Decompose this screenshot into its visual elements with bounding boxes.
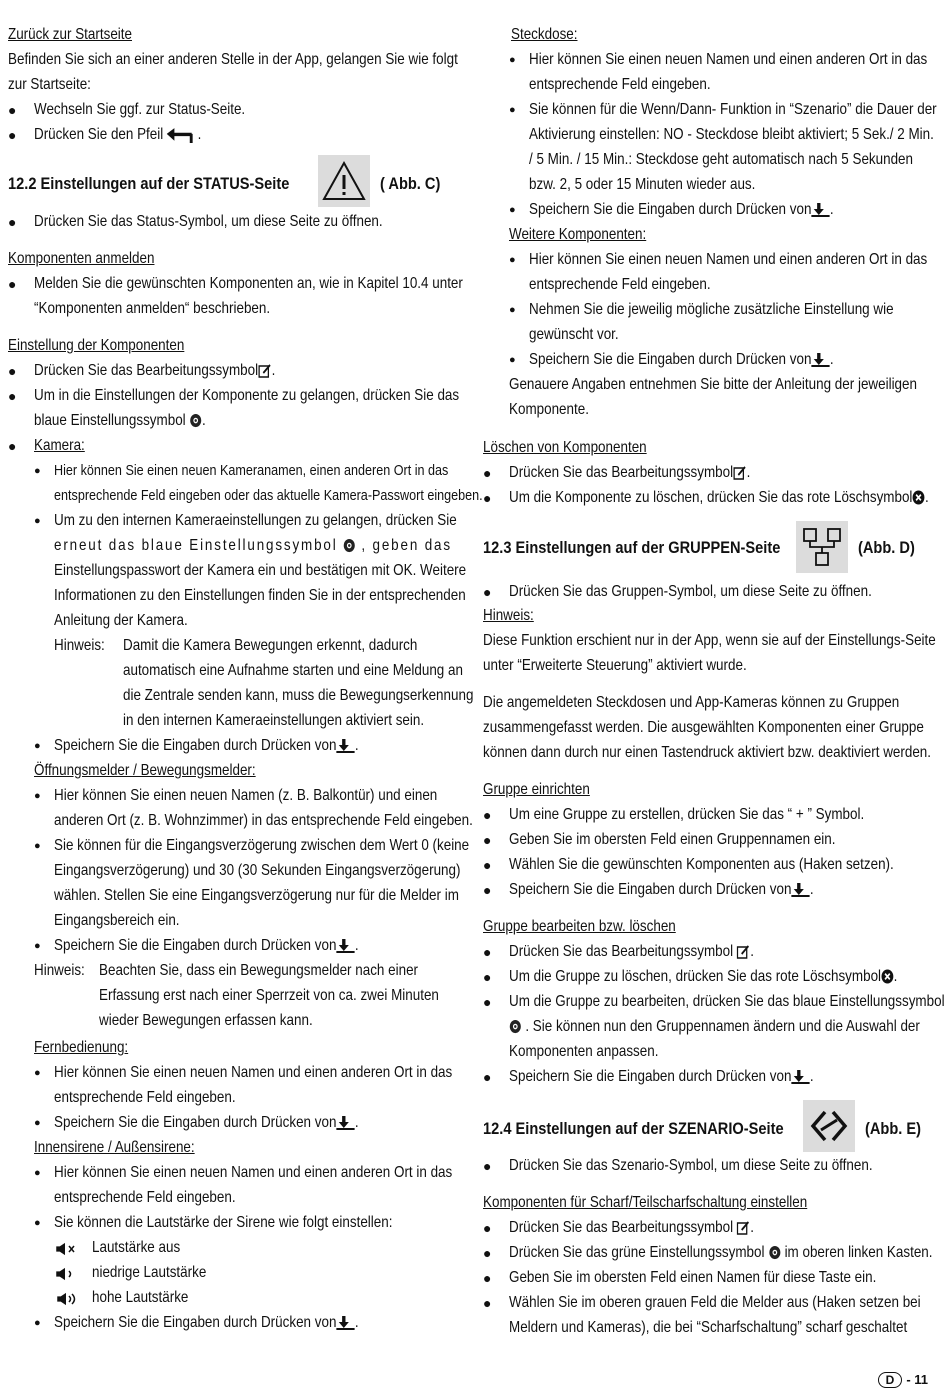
- list-item: Drücken Sie das Bearbeitungssymbol .: [509, 943, 755, 960]
- label-sirene: Innensirene / Außensirene:: [34, 1139, 195, 1156]
- bullet-icon: ●: [34, 1317, 41, 1329]
- hinweis-text: die Zentrale senden kann, muss die Bewegungserkennung: [123, 687, 474, 704]
- bullet-icon: ●: [34, 790, 41, 802]
- list-item: Wählen Sie im oberen grauen Feld die Melder aus (Haken setzen bei: [509, 1294, 921, 1311]
- list-item: Drücken Sie das Szenario-Symbol, um diese Seite zu öffnen.: [509, 1157, 873, 1174]
- bullet-icon: ●: [8, 388, 17, 404]
- figure-ref: (Abb. D): [858, 538, 915, 557]
- list-item-cont: gewünscht vor.: [529, 326, 619, 343]
- list-item-cont: . Sie können nun den Gruppennamen ändern und die Auswahl der: [509, 1017, 920, 1037]
- bullet-icon: ●: [8, 214, 17, 230]
- label-kamera: Kamera:: [34, 437, 85, 454]
- edit-icon: [737, 944, 750, 960]
- bullet-icon: ●: [483, 807, 492, 823]
- list-item: Hier können Sie einen neuen Namen (z. B. Balkontür) und einen: [54, 787, 438, 804]
- list-item: Sie können für die Eingangsverzögerung zwischen dem Wert 0 (keine: [54, 837, 470, 854]
- back-arrow-icon: [167, 127, 194, 143]
- save-download-icon: [791, 883, 809, 897]
- bullet-icon: ●: [483, 969, 492, 985]
- list-item-cont: Eingangsverzögerung) und 30 (30 Sekunden Eingangsverzögerung): [54, 862, 461, 879]
- save-download-icon: [336, 1116, 354, 1130]
- list-item: Geben Sie im obersten Feld einen Namen für diese Taste ein.: [509, 1269, 877, 1286]
- list-item: Um in die Einstellungen der Komponente zu gelangen, drücken Sie das: [34, 387, 460, 404]
- save-download-icon: [336, 739, 354, 753]
- bullet-icon: ●: [483, 1069, 492, 1085]
- settings-gear-icon: [343, 538, 356, 553]
- paragraph: zusammengefasst werden. Die ausgewählten Komponenten einer Gruppe: [483, 719, 924, 736]
- settings-gear-icon: [509, 1019, 522, 1034]
- delete-icon: [912, 490, 925, 505]
- paragraph: Komponente.: [509, 401, 589, 418]
- edit-icon: [258, 363, 271, 379]
- list-item-cont: Meldern und Kameras), die bei “Scharfschaltung” scharf geschaltet: [509, 1319, 908, 1336]
- list-item: Sie können die Lautstärke der Sirene wie folgt einstellen:: [54, 1214, 393, 1231]
- hinweis-text: automatisch eine Aufnahme starten und eine Meldung an: [123, 662, 463, 679]
- bullet-icon: ●: [509, 54, 516, 66]
- bullet-icon: ●: [509, 354, 516, 366]
- list-item-cont: blaue Einstellungssymbol .: [34, 412, 206, 429]
- heading-einstellung: Einstellung der Komponenten: [8, 337, 185, 354]
- hinweis-text: Beachten Sie, dass ein Bewegungsmelder nach einer: [99, 962, 419, 979]
- list-item: Drücken Sie den Pfeil .: [34, 126, 202, 143]
- paragraph: Befinden Sie sich an einer anderen Stelle in der App, gelangen Sie wie folgt: [8, 51, 458, 68]
- bullet-icon: ●: [483, 857, 492, 873]
- list-item: Drücken Sie das Bearbeitungssymbol .: [509, 464, 751, 481]
- bullet-icon: ●: [8, 438, 17, 454]
- heading-komponenten-anmelden: Komponenten anmelden: [8, 250, 155, 267]
- save-download-icon: [336, 939, 354, 953]
- section-title-12-3: 12.3 Einstellungen auf der GRUPPEN-Seite: [483, 538, 781, 557]
- volume-option: Lautstärke aus: [92, 1239, 181, 1256]
- bullet-icon: ●: [509, 304, 516, 316]
- hinweis-text: Erfassung erst nach einer Sperrzeit von ca. zwei Minuten: [99, 987, 439, 1004]
- list-item-cont: Aktivierung einstellen: NO - Steckdose bleibt aktiviert; 5 Sek./ 2 Min.: [529, 126, 934, 143]
- list-item-cont: Komponenten anpassen.: [509, 1043, 659, 1060]
- bullet-icon: ●: [483, 1295, 492, 1311]
- bullet-icon: ●: [34, 740, 41, 752]
- bullet-icon: ●: [483, 944, 492, 960]
- list-item-cont: entsprechende Feld eingeben.: [529, 76, 711, 93]
- bullet-icon: ●: [483, 1220, 492, 1236]
- list-item: Hier können Sie einen neuen Kameranamen, einen anderen Ort in das: [54, 462, 449, 479]
- hinweis-text: in den internen Kameraeinstellungen aktiviert sein.: [123, 712, 425, 729]
- bullet-icon: ●: [509, 104, 516, 116]
- list-item: Speichern Sie die Eingaben durch Drücken von .: [529, 201, 834, 218]
- list-item: Drücken Sie das grüne Einstellungssymbol im oberen linken Kasten.: [509, 1244, 933, 1261]
- list-item-cont: / 5 Min. / 15 Min.: Steckdose geht automatisch nach 5 Sekunden: [529, 151, 914, 168]
- figure-ref: (Abb. E): [865, 1119, 922, 1138]
- list-item-cont: bzw. 2, 5 oder 15 Minuten wieder aus.: [529, 176, 756, 193]
- bullet-icon: ●: [483, 584, 492, 600]
- list-item: Melden Sie die gewünschten Komponenten an, wie in Kapitel 10.4 unter: [34, 275, 463, 292]
- list-item: Nehmen Sie die jeweilig mögliche zusätzliche Einstellung wie: [529, 301, 894, 318]
- bullet-icon: ●: [34, 1067, 41, 1079]
- bullet-icon: ●: [34, 465, 41, 477]
- save-download-icon: [811, 353, 829, 367]
- list-item: Um die Gruppe zu löschen, drücken Sie das rote Löschsymbol .: [509, 968, 898, 985]
- bullet-icon: ●: [34, 1217, 41, 1229]
- heading-scharfschaltung: Komponenten für Scharf/Teilscharfschaltung einstellen: [483, 1194, 808, 1211]
- edit-icon: [737, 1220, 750, 1236]
- figure-ref: ( Abb. C): [380, 174, 441, 193]
- bullet-icon: ●: [483, 882, 492, 898]
- paragraph: unter “Erweiterte Steuerung” aktiviert wurde.: [483, 657, 747, 674]
- bullet-icon: ●: [483, 1245, 492, 1261]
- list-item-cont: Einstellungspasswort der Kamera ein und bestätigen mit OK. Weitere: [54, 562, 467, 579]
- list-item-cont: entsprechende Feld eingeben oder das aktuelle Kamera-Passwort eingeben.: [54, 487, 483, 504]
- list-item: Speichern Sie die Eingaben durch Drücken von .: [54, 1114, 359, 1131]
- list-item-cont: erneut das blaue Einstellungssymbol , geben das: [54, 537, 452, 554]
- hinweis-label: Hinweis:: [483, 607, 534, 624]
- list-item: Hier können Sie einen neuen Namen und einen anderen Ort in das: [54, 1064, 453, 1081]
- paragraph: Genauere Angaben entnehmen Sie bitte der Anleitung der jeweiligen: [509, 376, 917, 393]
- list-item: Speichern Sie die Eingaben durch Drücken von .: [509, 1068, 814, 1085]
- bullet-icon: ●: [483, 1158, 492, 1174]
- heading-gruppe-einrichten: Gruppe einrichten: [483, 781, 590, 798]
- bullet-icon: ●: [483, 490, 492, 506]
- save-download-icon: [336, 1316, 354, 1330]
- list-item: Drücken Sie das Gruppen-Symbol, um diese Seite zu öffnen.: [509, 583, 872, 600]
- list-item: Drücken Sie das Status-Symbol, um diese Seite zu öffnen.: [34, 213, 383, 230]
- bullet-icon: ●: [8, 276, 17, 292]
- save-download-icon: [811, 203, 829, 217]
- bullet-icon: ●: [509, 204, 516, 216]
- bullet-icon: ●: [8, 127, 17, 143]
- heading-zurueck: Zurück zur Startseite: [8, 26, 132, 43]
- bullet-icon: ●: [483, 1270, 492, 1286]
- warning-icon: [318, 155, 370, 207]
- list-item-cont: wählen. Stellen Sie eine Eingangsverzögerung nur für die Melder im: [54, 887, 459, 904]
- list-item: Um die Gruppe zu bearbeiten, drücken Sie das blaue Einstellungssymbol: [509, 993, 945, 1010]
- list-item: Sie können für die Wenn/Dann- Funktion in “Szenario” die Dauer der: [529, 101, 937, 118]
- language-badge: D: [878, 1372, 903, 1388]
- heading-gruppe-bearbeiten: Gruppe bearbeiten bzw. löschen: [483, 918, 676, 935]
- volume-option: hohe Lautstärke: [92, 1289, 189, 1306]
- list-item-cont: entsprechende Feld eingeben.: [529, 276, 711, 293]
- heading-loeschen: Löschen von Komponenten: [483, 439, 647, 456]
- bullet-icon: ●: [34, 840, 41, 852]
- group-icon: [796, 521, 848, 573]
- page-number-text: - 11: [906, 1372, 928, 1387]
- hinweis-label: Hinweis:: [34, 962, 85, 979]
- bullet-icon: ●: [483, 465, 492, 481]
- bullet-icon: ●: [8, 363, 17, 379]
- bullet-icon: ●: [34, 515, 41, 527]
- save-download-icon: [791, 1070, 809, 1084]
- bullet-icon: ●: [34, 1117, 41, 1129]
- edit-icon: [733, 465, 746, 481]
- section-title-12-4: 12.4 Einstellungen auf der SZENARIO-Seite: [483, 1119, 784, 1138]
- volume-option: niedrige Lautstärke: [92, 1264, 207, 1281]
- list-item: Um zu den internen Kameraeinstellungen zu gelangen, drücken Sie: [54, 512, 457, 529]
- list-item-cont: “Komponenten anmelden“ beschrieben.: [34, 300, 271, 317]
- list-item-cont: entsprechende Feld eingeben.: [54, 1189, 236, 1206]
- bullet-icon: ●: [34, 940, 41, 952]
- list-item: Hier können Sie einen neuen Namen und einen anderen Ort in das: [529, 51, 928, 68]
- list-item: Hier können Sie einen neuen Namen und einen anderen Ort in das: [54, 1164, 453, 1181]
- paragraph: können dann durch nur einen Tastendruck aktiviert bzw. deaktiviert werden.: [483, 744, 932, 761]
- bullet-icon: ●: [483, 832, 492, 848]
- list-item-cont: anderen Ort (z. B. Wohnzimmer) in das entsprechende Feld eingeben.: [54, 812, 473, 829]
- paragraph: Diese Funktion erschient nur in der App, wenn sie auf der Einstellungs-Seite: [483, 632, 936, 649]
- hinweis-text: wieder Bewegungen erfassen kann.: [99, 1012, 313, 1029]
- list-item: Drücken Sie das Bearbeitungssymbol .: [34, 362, 276, 379]
- list-item: Um eine Gruppe zu erstellen, drücken Sie das “ + ” Symbol.: [509, 806, 865, 823]
- bullet-icon: ●: [34, 1167, 41, 1179]
- hinweis-text: Damit die Kamera Bewegungen erkennt, dadurch: [123, 637, 418, 654]
- section-title-12-2: 12.2 Einstellungen auf der STATUS-Seite: [8, 174, 290, 193]
- speaker-high-icon: [54, 1292, 78, 1306]
- list-item: Speichern Sie die Eingaben durch Drücken von .: [54, 1314, 359, 1331]
- list-item: Speichern Sie die Eingaben durch Drücken von .: [54, 737, 359, 754]
- list-item: Wechseln Sie ggf. zur Status-Seite.: [34, 101, 246, 118]
- speaker-low-icon: [54, 1267, 76, 1281]
- label-weitere-komponenten: Weitere Komponenten:: [509, 226, 647, 243]
- list-item: Speichern Sie die Eingaben durch Drücken von .: [529, 351, 834, 368]
- list-item-cont: Anleitung der Kamera.: [54, 612, 188, 629]
- list-item: Um die Komponente zu löschen, drücken Sie das rote Löschsymbol .: [509, 489, 929, 506]
- label-oeffnungsmelder: Öffnungsmelder / Bewegungsmelder:: [34, 762, 256, 779]
- page-number: [878, 1372, 928, 1388]
- list-item: Wählen Sie die gewünschten Komponenten aus (Haken setzen).: [509, 856, 894, 873]
- list-item-cont: Eingangsbereich ein.: [54, 912, 180, 929]
- list-item: Drücken Sie das Bearbeitungssymbol .: [509, 1219, 755, 1236]
- scenario-icon: [803, 1100, 855, 1152]
- list-item-cont: entsprechende Feld eingeben.: [54, 1089, 236, 1106]
- hinweis-label: Hinweis:: [54, 637, 105, 654]
- list-item-cont: Informationen zu den Einstellungen finden Sie in der entsprechenden: [54, 587, 466, 604]
- paragraph: Die angemeldeten Steckdosen und App-Kameras können zu Gruppen: [483, 694, 900, 711]
- settings-gear-icon: [189, 413, 202, 428]
- bullet-icon: ●: [483, 994, 492, 1010]
- label-steckdose: Steckdose:: [511, 26, 578, 43]
- list-item: Speichern Sie die Eingaben durch Drücken von .: [509, 881, 814, 898]
- label-fernbedienung: Fernbedienung:: [34, 1039, 129, 1056]
- settings-gear-icon: [768, 1245, 781, 1260]
- paragraph: zur Startseite:: [8, 76, 91, 93]
- list-item: Hier können Sie einen neuen Namen und einen anderen Ort in das: [529, 251, 928, 268]
- speaker-off-icon: [54, 1242, 76, 1256]
- bullet-icon: ●: [8, 102, 17, 118]
- delete-icon: [881, 969, 894, 984]
- list-item: Speichern Sie die Eingaben durch Drücken von .: [54, 937, 359, 954]
- list-item: Geben Sie im obersten Feld einen Gruppennamen ein.: [509, 831, 836, 848]
- bullet-icon: ●: [509, 254, 516, 266]
